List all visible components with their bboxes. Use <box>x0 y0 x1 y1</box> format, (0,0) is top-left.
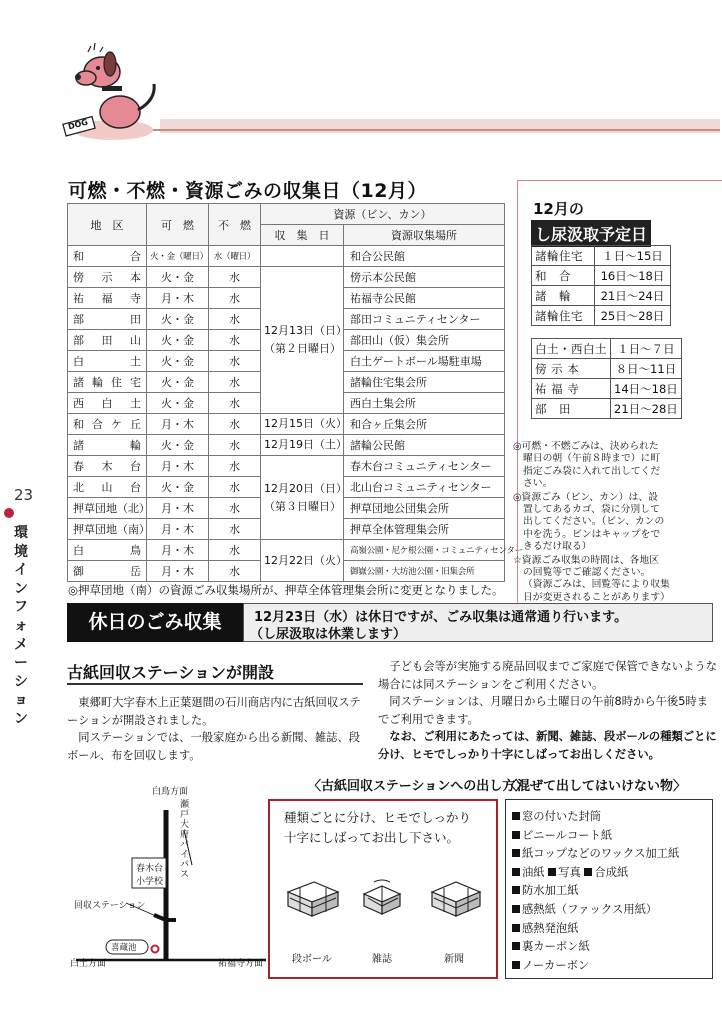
paper-station-title: 古紙回収ステーションが開設 <box>67 663 275 682</box>
header-line <box>150 129 720 131</box>
nonburnable-day-cell: 水 <box>209 288 261 309</box>
burnable-day-cell: 火・金 <box>147 477 209 498</box>
burnable-day-cell: 月・木 <box>147 414 209 435</box>
table-row <box>68 456 505 477</box>
district-cell <box>68 435 147 456</box>
urine-area-cell: 諸輪住宅 <box>532 246 595 266</box>
district-cell <box>68 540 147 561</box>
urine-schedule-table-2 <box>531 338 682 419</box>
nonburnable-day-cell: 水 <box>209 309 261 330</box>
district-cell <box>68 351 147 372</box>
list-item: 防水加工紙 <box>512 882 679 901</box>
burnable-day-cell: 月・木 <box>147 456 209 477</box>
note-resource-time: ☆資源ごみ収集の時間は、各地区 の回覧等でご確認ください。 （資源ごみは、回覧等により収集 日が変更されることがあります） <box>513 554 670 603</box>
collection-place-cell: 押草団地公団集会所 <box>344 498 505 519</box>
map-label-bypass: 瀬戸大府バイパス <box>180 800 190 880</box>
nonburnable-day-cell: 水 <box>209 456 261 477</box>
district-name: 白土 <box>73 355 141 368</box>
how-to-text: 種類ごとに分け、ヒモでしっかり 十字にしばってお出し下さい。 <box>284 810 472 845</box>
list-item: ノーカーボン <box>512 957 679 976</box>
collection-place-cell: 北山台コミュニティセンター <box>344 477 505 498</box>
district-cell <box>68 456 147 477</box>
dog-mascot-logo <box>58 40 168 150</box>
table-row <box>532 246 671 266</box>
district-cell <box>68 498 150 519</box>
section-label-vertical: 環境インフォメーション <box>14 525 28 727</box>
urine-title-line2: し尿汲取予定日 <box>531 220 651 247</box>
burnable-day-cell: 月・木 <box>147 288 209 309</box>
district-cell <box>68 330 147 351</box>
district-cell <box>68 288 147 309</box>
page-marker <box>4 508 14 518</box>
urine-range-cell: １日～７日 <box>611 339 682 359</box>
map-label-school-line2: 小学校 <box>136 877 164 887</box>
district-name: 北山台 <box>73 481 141 494</box>
collection-place-cell: 白土ゲートボール場駐車場 <box>344 351 505 372</box>
map-label-shiratori: 白鳥方面 <box>152 787 189 797</box>
burnable-day-cell: 火・金 <box>147 309 209 330</box>
station-map <box>66 780 272 980</box>
collection-place-cell: 部田コミュニティセンター <box>344 309 505 330</box>
header-burnable: 可 燃 <box>147 204 209 246</box>
table-row <box>532 266 671 286</box>
map-label-station: 回収ステーション <box>74 901 146 911</box>
urine-area-cell: 部 田 <box>532 399 611 419</box>
burnable-day-cell: 火・金 <box>147 330 209 351</box>
note-resource: ◎資源ごみ（ビン、カン）は、設 置してあるカゴ、袋に分別して 出してください。（ビン、カンの 中を洗う。ビンはキャップをで きるだけ取る） <box>513 491 665 553</box>
page-number: 23 <box>14 486 34 504</box>
burnable-day-cell: 火・金 <box>147 351 209 372</box>
urine-schedule-title <box>531 198 671 247</box>
nonburnable-day-cell: 水 <box>209 519 261 540</box>
nonburnable-day-cell: 水 <box>209 267 261 288</box>
collection-date-cell: 12月20日（日） （第３日曜日） <box>261 456 344 540</box>
header-resource: 資源（ビン、カン） <box>261 204 505 225</box>
collection-place-cell: 押草全体管理集会所 <box>344 519 505 540</box>
collection-date-cell: 12月19日（土） <box>261 435 344 456</box>
table-row <box>68 435 505 456</box>
collection-place-cell: 諸輪住宅集会所 <box>344 372 505 393</box>
table-row <box>68 246 505 267</box>
district-name: 御岳 <box>73 565 141 578</box>
how-to-title: 〈古紙回収ステーションへの出し方〉 <box>308 779 529 794</box>
list-item: 紙コップなどのワックス加工紙 <box>512 845 679 864</box>
cardboard-bundle-icon <box>284 878 342 922</box>
collection-date-cell: 12月22日（火） <box>261 540 344 582</box>
burnable-day-cell: 火・金 <box>147 435 209 456</box>
district-name: 和合 <box>73 250 141 263</box>
collection-date-cell <box>261 246 344 267</box>
list-item: 油紙 写真 合成紙 <box>512 864 679 883</box>
urine-range-cell: １日～15日 <box>595 246 671 266</box>
urine-area-cell: 諸輪住宅 <box>532 306 595 326</box>
urine-range-cell: ８日～11日 <box>611 359 682 379</box>
collection-table <box>67 203 523 582</box>
table-row <box>532 286 671 306</box>
how-to-label-cardboard: 段ボール <box>292 954 332 965</box>
district-cell <box>68 246 147 267</box>
header-district: 地 区 <box>68 204 147 246</box>
collection-place-cell: 高嶺公園・尼ケ根公園・コミュニティセンター <box>344 540 505 561</box>
map-label-school-line1: 春木台 <box>136 864 164 874</box>
table-row <box>68 267 505 288</box>
collection-date-cell: 12月13日（日） （第２日曜日） <box>261 267 344 414</box>
collection-place-cell: 御嶽公園・大坊池公園・旧集会所 <box>344 561 505 582</box>
nonburnable-day-cell: 水 <box>209 351 261 372</box>
district-cell <box>68 561 147 582</box>
district-name: 諸輪住宅 <box>73 376 141 389</box>
right-notes <box>513 441 713 605</box>
urine-range-cell: 21日～28日 <box>611 399 682 419</box>
nonburnable-day-cell: 水 <box>209 477 261 498</box>
burnable-day-cell: 火・金（曜日） <box>147 246 209 267</box>
district-cell <box>68 372 147 393</box>
district-name: 押草団地（南） <box>73 523 150 536</box>
district-cell <box>68 393 147 414</box>
burnable-day-cell: 月・木 <box>147 498 209 519</box>
district-name: 祐福寺 <box>73 292 141 305</box>
urine-area-cell: 白土・西白土 <box>532 339 611 359</box>
how-to-label-magazine: 雑誌 <box>372 954 392 965</box>
table-body <box>68 246 523 582</box>
note-burnable: ◎可燃・不燃ごみは、決められた 曜日の朝（午前８時まで）に町 指定ごみ袋に入れて出してくだ さい。 <box>513 441 661 490</box>
header-nonburnable: 不 燃 <box>209 204 261 246</box>
table-row <box>532 339 682 359</box>
list-item: 裏カーボン紙 <box>512 938 679 957</box>
burnable-day-cell: 月・木 <box>147 519 209 540</box>
paper-right-paragraph-1: 子ども会等が実施する廃品回収までご家庭で保管できないような場合には同ステーションをご利用ください。 <box>378 660 717 691</box>
table-row <box>532 359 682 379</box>
list-item: 窓の付いた封筒 <box>512 808 679 827</box>
paper-left-paragraph-2: 同ステーションでは、一般家庭から出る新聞、雑誌、段ボール、布を回収します。 <box>67 731 361 762</box>
newspaper-bundle-icon <box>428 878 484 922</box>
collection-place-cell: 諸輪公民館 <box>344 435 505 456</box>
district-name: 部田 <box>73 313 141 326</box>
district-cell <box>68 414 147 435</box>
nonburnable-day-cell: 水 <box>209 414 261 435</box>
urine-area-cell: 祐 福 寺 <box>532 379 611 399</box>
paper-right-paragraph-3: なお、ご利用にあたっては、新聞、雑誌、段ボールの種類ごとに分け、ヒモでしっかり十字にしばってお出しください。 <box>378 730 717 761</box>
paper-station-left-text <box>67 694 367 764</box>
map-label-shirotsuchi: 白土方面 <box>70 959 107 969</box>
district-name: 諸輪 <box>73 439 141 452</box>
nonburnable-day-cell: 水 <box>209 330 261 351</box>
paper-title-underline <box>67 683 363 685</box>
holiday-title: 休日のごみ収集 <box>67 603 243 642</box>
header-collection-day: 収 集 日 <box>261 225 344 246</box>
header-collection-place: 資源収集場所 <box>344 225 505 246</box>
map-label-pond: 喜蔵池 <box>111 943 137 953</box>
table-row <box>532 399 682 419</box>
district-name: 春木台 <box>73 460 141 473</box>
nonburnable-day-cell: 水 <box>209 372 261 393</box>
list-item: ビニールコート紙 <box>512 827 679 846</box>
district-name: 白鳥 <box>73 544 141 557</box>
holiday-text-line2: （し尿汲取は休業します） <box>250 627 407 642</box>
urine-range-cell: 16日～18日 <box>595 266 671 286</box>
district-name: 部田山 <box>73 334 141 347</box>
burnable-day-cell: 火・金 <box>147 393 209 414</box>
paper-station-right-text <box>378 658 718 763</box>
district-name: 西白土 <box>73 397 141 410</box>
district-cell <box>68 519 150 540</box>
district-cell <box>68 309 147 330</box>
urine-range-cell: 14日～18日 <box>611 379 682 399</box>
no-mix-title: 〈混ぜて出してはいけない物〉 <box>504 779 687 794</box>
list-item: 感熱発泡紙 <box>512 920 679 939</box>
table-row <box>532 379 682 399</box>
map-label-yufukuji: 祐福寺方面 <box>218 959 264 969</box>
collection-place-cell: 和合ヶ丘集会所 <box>344 414 505 435</box>
collection-place-cell: 傍示本公民館 <box>344 267 505 288</box>
urine-schedule-table-1 <box>531 245 671 326</box>
urine-area-cell: 和 合 <box>532 266 595 286</box>
district-name: 押草団地（北） <box>73 502 150 515</box>
district-cell <box>68 267 147 288</box>
table-row <box>532 306 671 326</box>
urine-range-cell: 25日～28日 <box>595 306 671 326</box>
holiday-text-line1: 12月23日（水）は休日ですが、ごみ収集は通常通り行います。 <box>254 610 628 625</box>
nonburnable-day-cell: 水（曜日） <box>209 246 261 267</box>
logo-text: DOG <box>67 117 89 132</box>
burnable-day-cell: 火・金 <box>147 267 209 288</box>
nonburnable-day-cell: 水 <box>209 498 261 519</box>
collection-place-cell: 春木台コミュニティセンター <box>344 456 505 477</box>
collection-place-cell: 部田山（仮）集会所 <box>344 330 505 351</box>
collection-place-cell: 和合公民館 <box>344 246 505 267</box>
district-name: 傍示本 <box>73 271 141 284</box>
burnable-day-cell: 月・木 <box>147 540 209 561</box>
table-row <box>68 540 505 561</box>
table-note: ◎押草団地（南）の資源ごみ収集場所が、押草全体管理集会所に変更となりました。 <box>68 583 504 597</box>
collection-place-cell: 西白土集会所 <box>344 393 505 414</box>
burnable-day-cell: 火・金 <box>147 372 209 393</box>
paper-right-paragraph-2: 同ステーションは、月曜日から土曜日の午前8時から午後5時までご利用できます。 <box>378 695 709 726</box>
nonburnable-day-cell: 水 <box>209 561 261 582</box>
magazine-bundle-icon <box>360 878 404 922</box>
collection-title: 可燃・不燃・資源ごみの収集日（12月） <box>68 180 427 202</box>
collection-date-cell: 12月15日（火） <box>261 414 344 435</box>
urine-title-line1: 12月の <box>533 200 584 218</box>
how-to-label-newspaper: 新聞 <box>444 954 464 965</box>
nonburnable-day-cell: 水 <box>209 435 261 456</box>
burnable-day-cell: 月・木 <box>147 561 209 582</box>
urine-range-cell: 21日～24日 <box>595 286 671 306</box>
urine-area-cell: 諸 輪 <box>532 286 595 306</box>
nonburnable-day-cell: 水 <box>209 540 261 561</box>
nonburnable-day-cell: 水 <box>209 393 261 414</box>
district-cell <box>68 477 147 498</box>
district-name: 和合ケ丘 <box>73 418 141 431</box>
no-mix-list <box>512 808 679 975</box>
paper-left-paragraph-1: 東郷町大字春木上正葉廻間の石川商店内に古紙回収ステーションが開設されました。 <box>67 696 361 727</box>
list-item: 感熱紙（ファックス用紙） <box>512 901 679 920</box>
table-row <box>68 414 505 435</box>
collection-place-cell: 祐福寺公民館 <box>344 288 505 309</box>
urine-area-cell: 傍 示 本 <box>532 359 611 379</box>
